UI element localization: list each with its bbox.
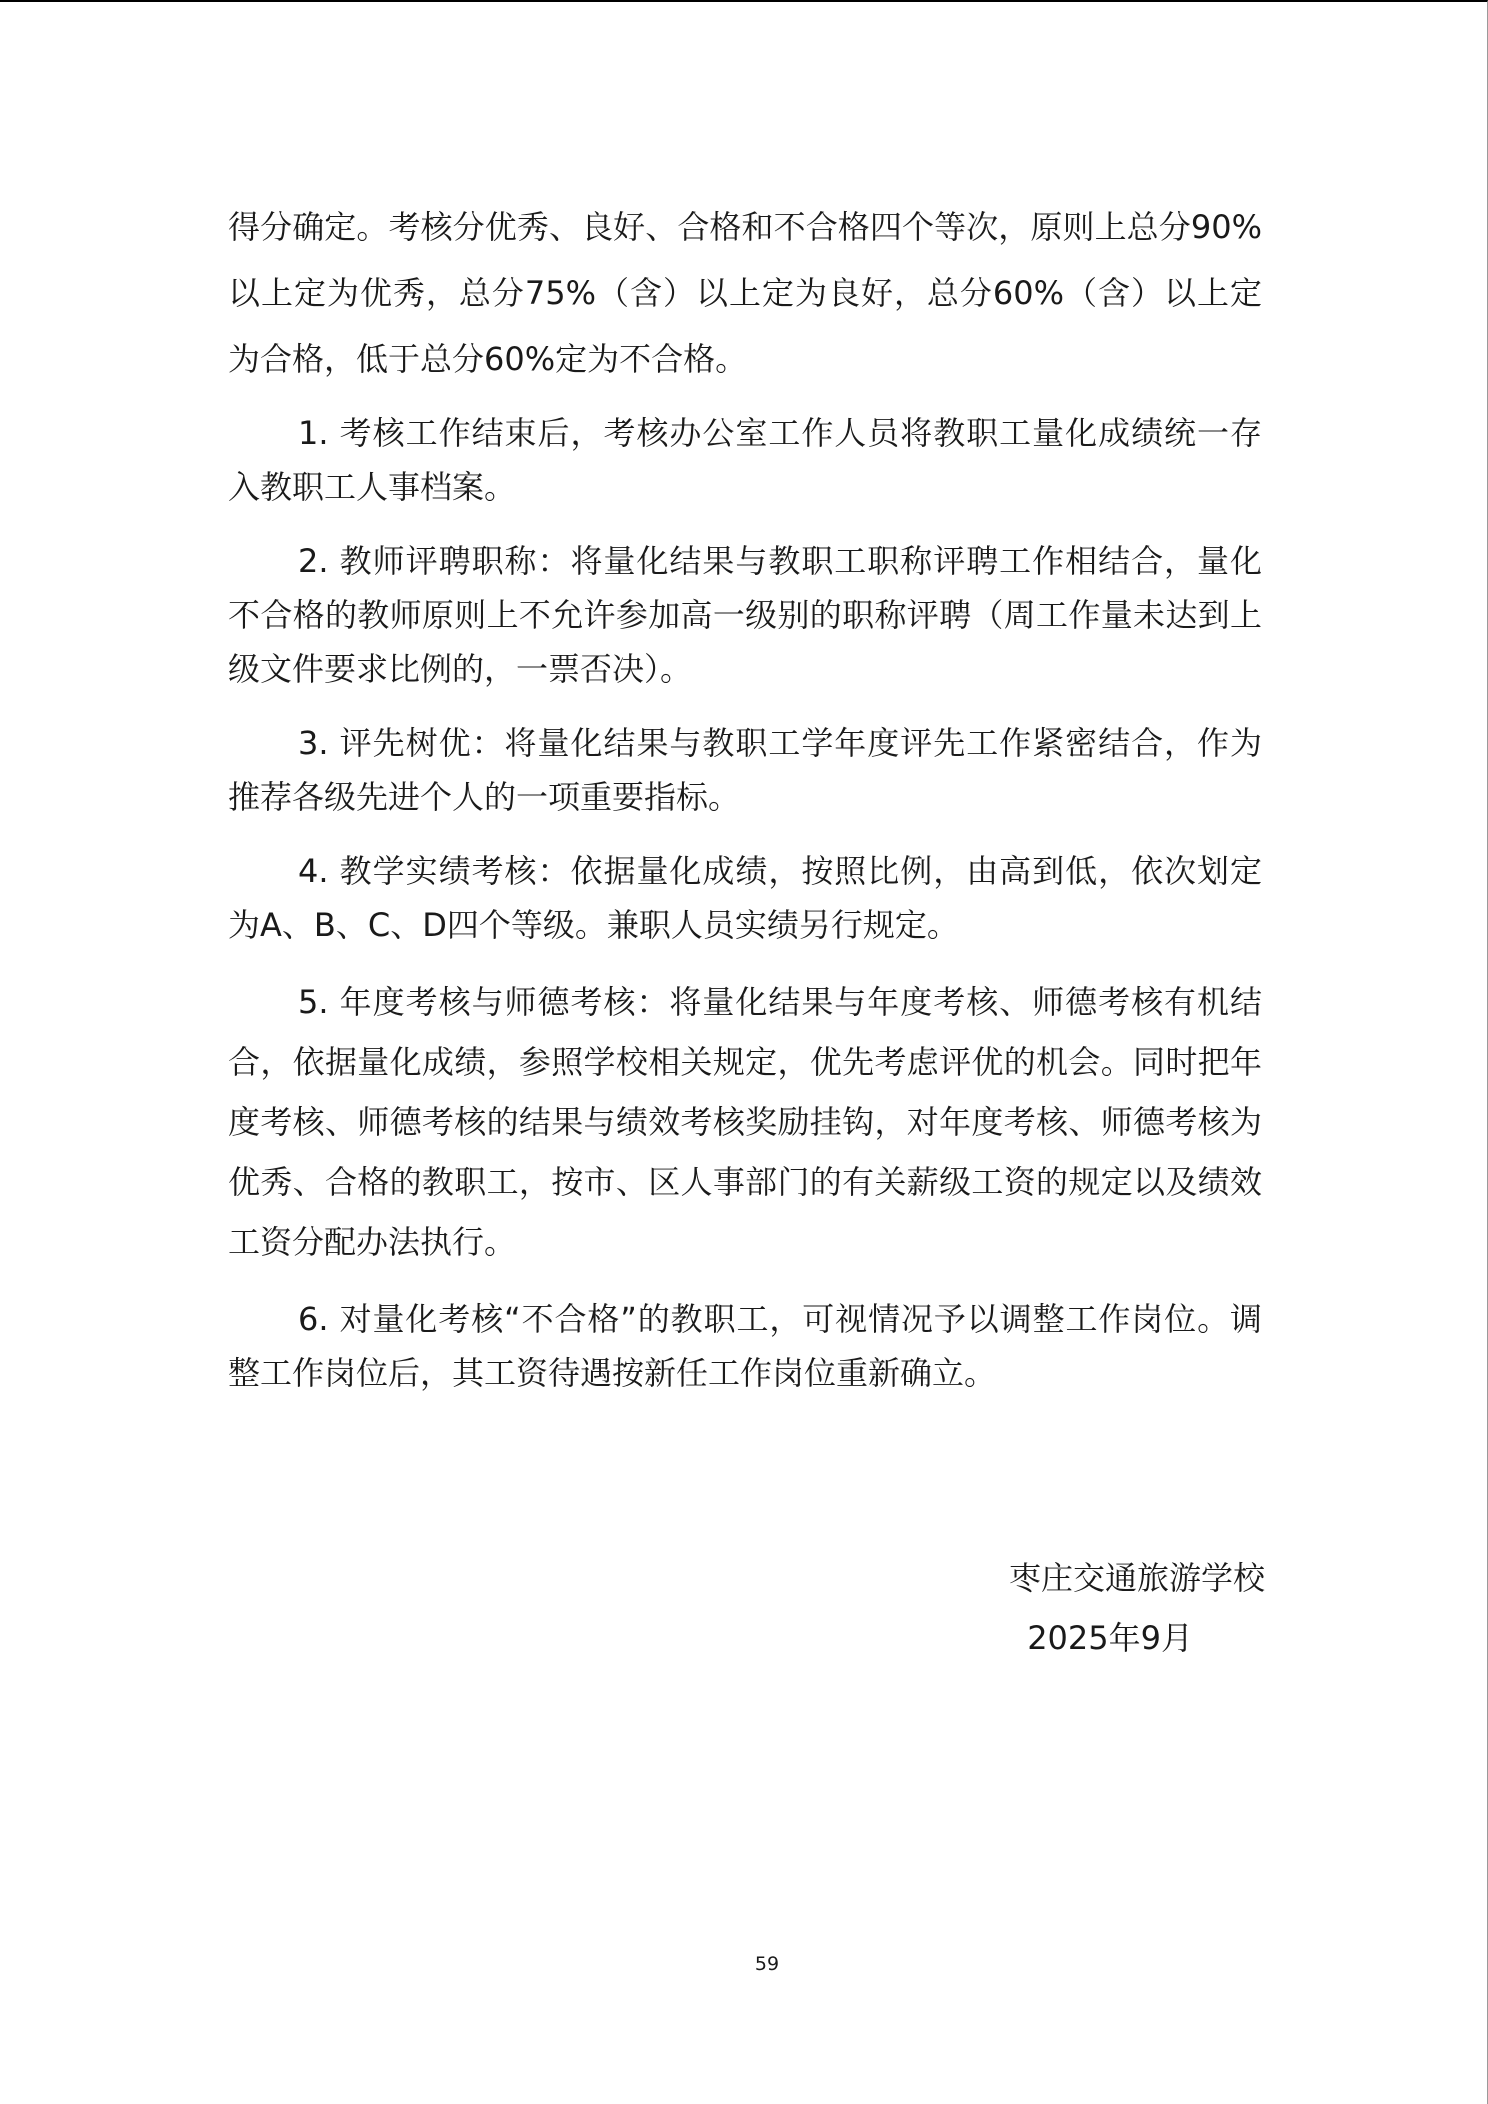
paragraph-item-1-archive: 1. 考核工作结束后，考核办公室工作人员将教职工量化成绩统一存入教职工人事档案。 xyxy=(228,414,1262,506)
paragraph-item-2-title-evaluation: 2. 教师评聘职称：将量化结果与教职工职称评聘工作相结合，量化不合格的教师原则上不允许参加高一级别的职称评聘（周工作量未达到上级文件要求比例的，一票否决）。 xyxy=(228,542,1262,688)
page-number: 59 xyxy=(754,1953,780,1975)
paragraph-item-4-teaching-performance: 4. 教学实绩考核：依据量化成绩，按照比例，由高到低，依次划定为A、B、C、D四个等级。兼职人员实绩另行规定。 xyxy=(228,852,1262,944)
signature-organization: 枣庄交通旅游学校 xyxy=(1008,1559,1265,1597)
document-body xyxy=(228,194,1262,1400)
paragraph-item-3-awards: 3. 评先树优：将量化结果与教职工学年度评先工作紧密结合，作为推荐各级先进个人的一项重要指标。 xyxy=(228,724,1262,816)
signature-date: 2025年9月 xyxy=(1027,1619,1193,1657)
paragraph-grading-criteria: 得分确定。考核分优秀、良好、合格和不合格四个等次，原则上总分90%以上定为优秀，总分75%（含）以上定为良好，总分60%（含）以上定为合格，低于总分60%定为不合格。 xyxy=(228,208,1262,378)
paragraph-item-5-annual-review: 5. 年度考核与师德考核：将量化结果与年度考核、师德考核有机结合，依据量化成绩，参照学校相关规定，优先考虑评优的机会。同时把年度考核、师德考核的结果与绩效考核奖励挂钩，对年度考核、师德考核为优秀、合格的教职工，按市、区人事部门的有关薪级工资的规定以及绩效工资分配办法执行。 xyxy=(228,983,1262,1261)
signature-block xyxy=(865,1552,1265,1664)
paragraph-item-6-position-adjustment: 6. 对量化考核“不合格”的教职工，可视情况予以调整工作岗位。调整工作岗位后，其工资待遇按新任工作岗位重新确立。 xyxy=(228,1300,1262,1392)
